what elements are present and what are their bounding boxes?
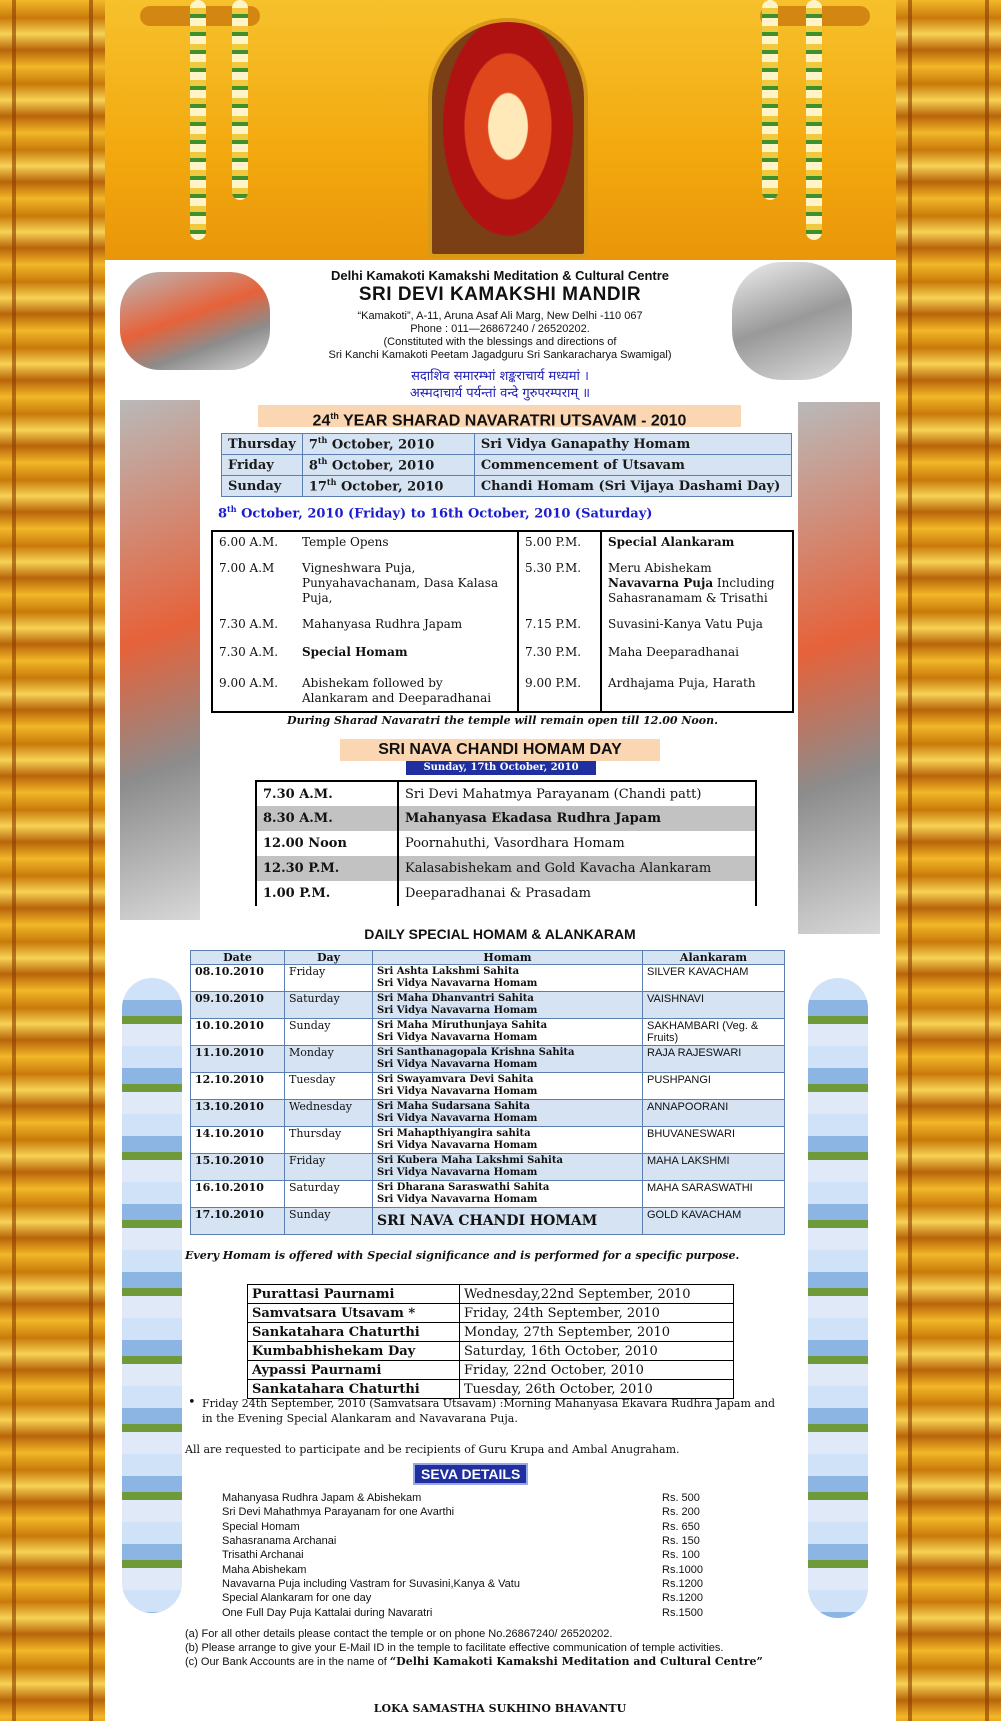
other-day-row: [248, 1342, 734, 1361]
seva-amount: Rs. 650: [662, 1520, 700, 1533]
homam-name: Sri Kubera Maha Lakshmi Sahita Sri Vidya Navavarna Homam: [373, 1154, 643, 1181]
org-name: Delhi Kamakoti Kamakshi Meditation & Cultural Centre: [330, 268, 670, 283]
schedule-time: 5.30 P.M.: [518, 561, 601, 617]
key-date-event: Commencement of Utsavam: [474, 455, 791, 476]
homam-name: Sri Maha Miruthunjaya Sahita Sri Vidya Navavarna Homam: [373, 1019, 643, 1046]
seva-row: [222, 1505, 722, 1519]
seva-row: [222, 1605, 722, 1619]
schedule-time: 7.30 A.M.: [219, 617, 279, 631]
mandir-title: SRI DEVI KAMAKSHI MANDIR: [358, 284, 642, 305]
other-day-name: Sankatahara Chaturthi: [248, 1380, 460, 1399]
key-date-row: [222, 434, 792, 455]
seva-amount: Rs.1500: [662, 1606, 703, 1619]
chandi-row: [256, 856, 756, 881]
daily-homam-row: [191, 1154, 785, 1181]
chandi-date: Sunday, 17th October, 2010: [406, 761, 596, 775]
schedule-event: Mahanyasa Rudhra Japam: [302, 617, 463, 631]
col-header-homam: Homam: [373, 951, 643, 965]
note-a: (a) For all other details please contact the temple or on phone No.26867240/ 26520202.: [185, 1628, 613, 1640]
schedule-row: [212, 676, 793, 712]
seva-row: [222, 1562, 722, 1576]
schedule-event: Temple Opens: [302, 535, 389, 549]
schedule-time: 7.30 P.M.: [518, 645, 601, 676]
utsavam-title: [258, 405, 741, 430]
schedule-row: [212, 645, 793, 676]
chandi-row: [256, 806, 756, 831]
utsavam-title-number: 24: [312, 412, 331, 430]
address: “Kamakoti”, A-11, Aruna Asaf Ali Marg, New Delhi -110 067: [357, 310, 643, 322]
sanskrit-verse-1: सदाशिव समारम्भां शङ्कराचार्य मध्यमां ।: [411, 369, 589, 384]
daily-homam-title: DAILY SPECIAL HOMAM & ALANKARAM: [364, 926, 636, 942]
deity-image: [428, 18, 588, 258]
schedule-time: 6.00 A.M.: [219, 535, 279, 549]
key-date-event: Sri Vidya Ganapathy Homam: [474, 434, 791, 455]
left-pillar-decoration: [0, 0, 105, 1721]
other-day-row: [248, 1323, 734, 1342]
notes-block: [185, 1627, 785, 1669]
homam-alankaram: SILVER KAVACHAM: [643, 965, 785, 992]
homam-name: Sri Santhanagopala Krishna Sahita Sri Vidya Navavarna Homam: [373, 1046, 643, 1073]
schedule-event: Maha Deeparadhanai: [601, 645, 793, 676]
homam-date: 11.10.2010: [191, 1046, 285, 1073]
other-day-date: Friday, 22nd October, 2010: [460, 1361, 734, 1380]
temple-timing-note: During Sharad Navaratri the temple will remain open till 12.00 Noon.: [287, 714, 718, 727]
sanskrit-verse-2: अस्मदाचार्य पर्यन्तां वन्दे गुरुपरम्पराम् ॥: [409, 386, 591, 401]
other-day-row: [248, 1304, 734, 1323]
col-header-alankaram: Alankaram: [643, 951, 785, 965]
seva-table: [222, 1491, 722, 1620]
homam-date: 08.10.2010: [191, 965, 285, 992]
homam-day: Monday: [285, 1046, 373, 1073]
homam-name: SRI NAVA CHANDI HOMAM: [373, 1208, 643, 1235]
homam-alankaram: MAHA LAKSHMI: [643, 1154, 785, 1181]
schedule-time: 7.15 P.M.: [518, 617, 601, 645]
seva-amount: Rs. 100: [662, 1549, 700, 1562]
homam-date: 10.10.2010: [191, 1019, 285, 1046]
seva-row: [222, 1591, 722, 1605]
chandi-event: Sri Devi Mahatmya Parayanam (Chandi patt): [398, 781, 756, 806]
other-day-name: Kumbabhishekam Day: [248, 1342, 460, 1361]
right-pillar-decoration: [896, 0, 1001, 1721]
garland-decoration: [190, 0, 206, 240]
schedule-event: Meru Abishekam Navavarna Puja Including Sahasranamam & Trisathi: [601, 561, 793, 617]
col-header-day: Day: [285, 951, 373, 965]
schedule-event: Abishekam followed by Alankaram and Deeparadhanai: [302, 676, 492, 705]
garland-decoration: [232, 0, 248, 200]
other-day-date: Monday, 27th September, 2010: [460, 1323, 734, 1342]
homam-name: Sri Ashta Lakshmi Sahita Sri Vidya Navavarna Homam: [373, 965, 643, 992]
seva-amount: Rs.1200: [662, 1577, 703, 1590]
daily-homam-row: [191, 1019, 785, 1046]
other-day-date: Tuesday, 26th October, 2010: [460, 1380, 734, 1399]
homam-alankaram: PUSHPANGI: [643, 1073, 785, 1100]
schedule-time: 7.00 A.M: [219, 561, 275, 575]
schedule-time: 5.00 P.M.: [518, 531, 601, 561]
homam-significance-note: Every Homam is offered with Special significance and is performed for a specific purpose.: [185, 1249, 740, 1262]
seva-amount: Rs.1000: [662, 1563, 703, 1576]
chandi-time: 12.00 Noon: [256, 831, 398, 856]
daily-homam-row: [191, 992, 785, 1019]
homam-date: 13.10.2010: [191, 1100, 285, 1127]
seva-row: [222, 1491, 722, 1505]
other-day-row: [248, 1285, 734, 1304]
homam-day: Saturday: [285, 1181, 373, 1208]
seva-name: Maha Abishekam: [222, 1563, 307, 1576]
other-days-table: [247, 1284, 734, 1399]
homam-alankaram: VAISHNAVI: [643, 992, 785, 1019]
chandi-row: [256, 781, 756, 806]
closing-blessing: LOKA SAMASTHA SUKHINO BHAVANTU: [373, 1702, 627, 1715]
seva-name: Mahanyasa Rudhra Japam & Abishekam: [222, 1492, 422, 1505]
schedule-row: [212, 561, 793, 617]
schedule-event: Vigneshwara Puja, Punyahavachanam, Dasa Kalasa Puja,: [302, 561, 499, 605]
other-day-date: Wednesday,22nd September, 2010: [460, 1285, 734, 1304]
daily-homam-row: [191, 965, 785, 992]
other-day-name: Samvatsara Utsavam *: [248, 1304, 460, 1323]
chandi-event: Kalasabishekam and Gold Kavacha Alankaram: [398, 856, 756, 881]
homam-date: 14.10.2010: [191, 1127, 285, 1154]
right-swamigal-photo: [798, 402, 880, 934]
key-date-date: 7th October, 2010: [302, 434, 474, 455]
homam-date: 17.10.2010: [191, 1208, 285, 1235]
homam-alankaram: BHUVANESWARI: [643, 1127, 785, 1154]
homam-day: Friday: [285, 965, 373, 992]
chandi-title: SRI NAVA CHANDI HOMAM DAY: [340, 739, 660, 761]
daily-homam-row: [191, 1100, 785, 1127]
daily-homam-header-row: [191, 951, 785, 965]
chandi-time: 7.30 A.M.: [256, 781, 398, 806]
address-block: [230, 310, 770, 362]
note-b: (b) Please arrange to give your E-Mail ID in the temple to facilitate effective communication of temple activities.: [185, 1642, 724, 1654]
seva-amount: Rs.1200: [662, 1592, 703, 1605]
daily-homam-row: [191, 1046, 785, 1073]
col-header-date: Date: [191, 951, 285, 965]
homam-alankaram: SAKHAMBARI (Veg. & Fruits): [643, 1019, 785, 1046]
daily-homam-row: [191, 1181, 785, 1208]
homam-name: Sri Maha Sudarsana Sahita Sri Vidya Navavarna Homam: [373, 1100, 643, 1127]
homam-name: Sri Swayamvara Devi Sahita Sri Vidya Navavarna Homam: [373, 1073, 643, 1100]
right-flower-vine: [808, 978, 868, 1618]
participation-note: All are requested to participate and be recipients of Guru Krupa and Ambal Anugraham.: [185, 1443, 680, 1456]
homam-alankaram: ANNAPOORANI: [643, 1100, 785, 1127]
schedule-row: [212, 531, 793, 561]
left-swamigal-photo: [120, 400, 200, 920]
schedule-time: 9.00 A.M.: [219, 676, 279, 690]
chandi-event: Mahanyasa Ekadasa Rudhra Japam: [398, 806, 756, 831]
chandi-event: Deeparadhanai & Prasadam: [398, 881, 756, 906]
seva-row: [222, 1534, 722, 1548]
seva-row: [222, 1520, 722, 1534]
seva-amount: Rs. 500: [662, 1492, 700, 1505]
daily-homam-row: [191, 1208, 785, 1235]
schedule-time: 9.00 P.M.: [518, 676, 601, 712]
schedule-row: [212, 617, 793, 645]
daily-schedule-table: [211, 530, 794, 713]
chandi-time: 8.30 A.M.: [256, 806, 398, 831]
homam-date: 12.10.2010: [191, 1073, 285, 1100]
key-date-event: Chandi Homam (Sri Vijaya Dashami Day): [474, 476, 791, 497]
key-date-row: [222, 476, 792, 497]
schedule-event: Special Homam: [302, 645, 408, 659]
phone: Phone : 011—26867240 / 26520202.: [410, 323, 590, 335]
other-day-row: [248, 1361, 734, 1380]
key-date-day: Sunday: [222, 476, 303, 497]
schedule-event: Suvasini-Kanya Vatu Puja: [601, 617, 793, 645]
utsavam-period: 8th October, 2010 (Friday) to 16th October, 2010 (Saturday): [218, 504, 653, 522]
homam-name: Sri Maha Dhanvantri Sahita Sri Vidya Navavarna Homam: [373, 992, 643, 1019]
homam-name: Sri Dharana Saraswathi Sahita Sri Vidya Navavarna Homam: [373, 1181, 643, 1208]
other-day-name: Purattasi Paurnami: [248, 1285, 460, 1304]
homam-day: Saturday: [285, 992, 373, 1019]
homam-day: Tuesday: [285, 1073, 373, 1100]
key-dates-table: [221, 433, 792, 497]
daily-homam-table: [190, 950, 785, 1235]
schedule-time: 7.30 A.M.: [219, 645, 279, 659]
other-day-date: Friday, 24th September, 2010: [460, 1304, 734, 1323]
samvatsara-note: • Friday 24th September, 2010 (Samvatsara Utsavam) :Morning Mahanyasa Ekavara Rudhra Japam and in the Evening Special Alankaram and Navavarana Puja.: [202, 1396, 788, 1426]
key-date-day: Friday: [222, 455, 303, 476]
homam-date: 16.10.2010: [191, 1181, 285, 1208]
homam-day: Sunday: [285, 1019, 373, 1046]
homam-alankaram: GOLD KAVACHAM: [643, 1208, 785, 1235]
chandi-row: [256, 831, 756, 856]
seva-name: One Full Day Puja Kattalai during Navaratri: [222, 1606, 433, 1619]
seva-title: SEVA DETAILS: [413, 1463, 528, 1485]
seva-amount: Rs. 200: [662, 1506, 700, 1519]
seva-name: Navavarna Puja including Vastram for Suvasini,Kanya & Vatu: [222, 1577, 520, 1590]
schedule-event: Ardhajama Puja, Harath: [601, 676, 793, 712]
homam-date: 15.10.2010: [191, 1154, 285, 1181]
homam-date: 09.10.2010: [191, 992, 285, 1019]
homam-alankaram: MAHA SARASWATHI: [643, 1181, 785, 1208]
seva-amount: Rs. 150: [662, 1535, 700, 1548]
blessing-line-1: (Constituted with the blessings and directions of: [383, 336, 617, 348]
chandi-time: 1.00 P.M.: [256, 881, 398, 906]
other-day-name: Sankatahara Chaturthi: [248, 1323, 460, 1342]
chandi-schedule-table: [255, 780, 757, 906]
utsavam-title-text: YEAR SHARAD NAVARATRI UTSAVAM - 2010: [338, 412, 687, 430]
other-day-name: Aypassi Paurnami: [248, 1361, 460, 1380]
chandi-time: 12.30 P.M.: [256, 856, 398, 881]
key-date-date: 8th October, 2010: [302, 455, 474, 476]
homam-day: Sunday: [285, 1208, 373, 1235]
seva-name: Sahasranama Archanai: [222, 1535, 337, 1548]
seva-name: Special Homam: [222, 1520, 300, 1533]
key-date-date: 17th October, 2010: [302, 476, 474, 497]
chandi-row: [256, 881, 756, 906]
seva-name: Trisathi Archanai: [222, 1549, 304, 1562]
schedule-event: Special Alankaram: [601, 531, 793, 561]
key-date-row: [222, 455, 792, 476]
chandi-event: Poornahuthi, Vasordhara Homam: [398, 831, 756, 856]
utsavam-title-suffix: th: [330, 411, 339, 421]
left-flower-vine: [122, 978, 182, 1613]
homam-day: Friday: [285, 1154, 373, 1181]
homam-day: Thursday: [285, 1127, 373, 1154]
homam-alankaram: RAJA RAJESWARI: [643, 1046, 785, 1073]
garland-decoration: [806, 0, 822, 240]
homam-name: Sri Mahapthiyangira sahita Sri Vidya Navavarna Homam: [373, 1127, 643, 1154]
key-date-day: Thursday: [222, 434, 303, 455]
seva-row: [222, 1548, 722, 1562]
seva-name: Special Alankaram for one day: [222, 1592, 372, 1605]
blessing-line-2: Sri Kanchi Kamakoti Peetam Jagadguru Sri Sankaracharya Swamigal): [328, 349, 672, 361]
homam-day: Wednesday: [285, 1100, 373, 1127]
garland-decoration: [762, 0, 778, 200]
other-day-date: Saturday, 16th October, 2010: [460, 1342, 734, 1361]
daily-homam-row: [191, 1127, 785, 1154]
daily-homam-row: [191, 1073, 785, 1100]
seva-name: Sri Devi Mahathmya Parayanam for one Avarthi: [222, 1506, 455, 1519]
note-c: (c) Our Bank Accounts are in the name of “Delhi Kamakoti Kamakshi Meditation and Cultural Centre”: [185, 1655, 763, 1668]
seva-row: [222, 1577, 722, 1591]
